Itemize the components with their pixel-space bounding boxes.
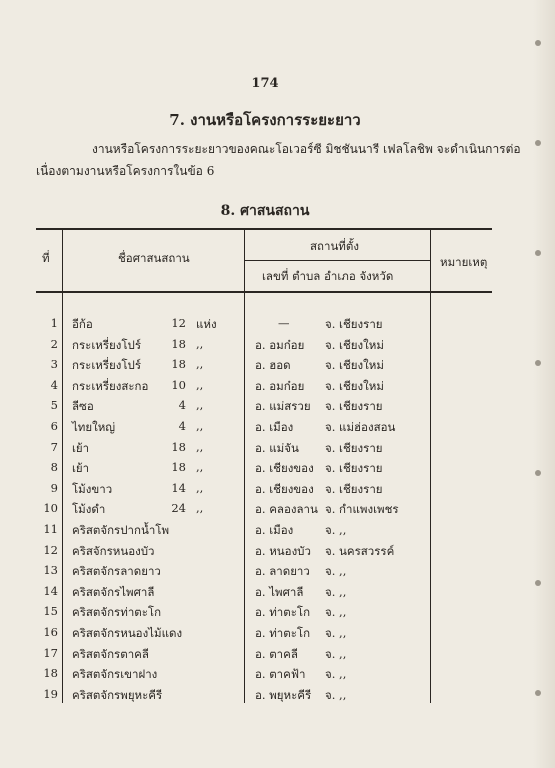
row-name: เย้า (72, 461, 90, 476)
table-row (0, 398, 530, 418)
row-name: คริสตจักรไพศาลี (72, 584, 155, 599)
row-name: คริสตจักรเขาฝาง (72, 667, 158, 682)
row-name: คริสตจักรลาดยาว (72, 564, 161, 579)
row-unit: ,, (196, 501, 204, 516)
header-name: ชื่อศาสนสถาน (118, 251, 190, 265)
row-province: จ. ,, (325, 584, 347, 599)
row-province: จ. เชียงราย (325, 317, 383, 331)
row-province: จ. เชียงใหม่ (325, 337, 384, 352)
binding-hole (535, 40, 541, 46)
row-amphoe: อ. ตาคฟ้า (255, 667, 306, 682)
row-name: กระเหรี่ยงโปร์ (72, 337, 142, 352)
table-row (0, 563, 530, 583)
header-remark: หมายเหตุ (440, 255, 488, 269)
page-number: 174 (251, 76, 279, 91)
row-province: จ. เชียงราย (325, 399, 383, 414)
row-number: 8 (50, 460, 58, 475)
row-province: จ. นครสวรรค์ (325, 543, 395, 558)
row-province: จ. ,, (325, 687, 347, 702)
row-province: จ. ,, (325, 667, 347, 682)
row-number: 9 (50, 480, 58, 495)
row-number: 3 (50, 357, 58, 372)
row-number: 7 (50, 439, 58, 454)
table-row (0, 440, 530, 460)
row-amphoe: อ. คลองลาน (255, 502, 318, 517)
table-row (0, 687, 530, 707)
row-amphoe: อ. ฮอด (255, 358, 291, 373)
table-row (0, 357, 530, 377)
row-number: 11 (43, 522, 58, 536)
row-name: ลีซอ (72, 399, 94, 414)
row-quantity: 14 (171, 480, 186, 495)
row-number: 12 (43, 542, 58, 557)
row-number: 16 (43, 625, 58, 639)
row-amphoe: อ. ท่าตะโก (255, 626, 311, 640)
row-number: 14 (43, 583, 58, 598)
row-province: จ. ,, (325, 564, 347, 579)
row-province: จ. เชียงราย (325, 481, 383, 496)
table-row (0, 316, 530, 336)
header-no: ที่ (42, 251, 50, 265)
row-name: คริสจักรหนองบัว (72, 543, 155, 558)
table-row (0, 584, 530, 604)
table-row (0, 460, 530, 480)
section-7-text-line-2: เนื่องตามงานหรือโครงการในข้อ 6 (36, 164, 215, 178)
table-row (0, 604, 530, 624)
row-number: 6 (50, 419, 58, 433)
row-unit: ,, (196, 439, 204, 454)
row-quantity: 18 (171, 460, 186, 475)
row-unit: ,, (196, 377, 204, 392)
location-sub-rule (244, 260, 430, 261)
row-province: จ. ,, (325, 523, 347, 537)
row-amphoe: อ. หนองบัว (255, 543, 311, 558)
row-province: จ. ,, (325, 626, 347, 640)
row-number: 15 (43, 604, 58, 619)
table-row (0, 481, 530, 501)
binding-edge (533, 0, 555, 768)
row-name: กระเหรี่ยงสะกอ (72, 378, 149, 393)
row-amphoe: อ. อมก๋อย (255, 378, 305, 393)
table-row (0, 501, 530, 521)
table-row (0, 543, 530, 563)
row-province: จ. ,, (325, 605, 347, 620)
row-number: 19 (43, 686, 58, 701)
row-quantity: 10 (171, 377, 186, 392)
row-amphoe: — (278, 316, 290, 330)
table-row (0, 625, 530, 645)
row-quantity: 12 (171, 316, 186, 330)
row-amphoe: อ. ไพศาลี (255, 584, 304, 599)
row-quantity: 4 (178, 419, 186, 433)
row-name: คริสตจักรท่าตะโก (72, 605, 162, 620)
row-quantity: 18 (171, 439, 186, 454)
row-province: จ. เชียงใหม่ (325, 358, 384, 373)
table-row (0, 646, 530, 666)
row-amphoe: อ. อมก๋อย (255, 337, 305, 352)
row-amphoe: อ. ลาดยาว (255, 564, 310, 579)
row-amphoe: อ. เชียงของ (255, 461, 314, 476)
row-amphoe: อ. พยุหะคีรี (255, 687, 312, 702)
row-unit: ,, (196, 419, 204, 433)
binding-hole (535, 470, 541, 476)
row-province: จ. แม่ฮ่องสอน (325, 420, 396, 434)
row-unit: แห่ง (196, 317, 217, 331)
row-name: โม้งขาว (72, 481, 113, 496)
row-quantity: 18 (171, 357, 186, 372)
binding-hole (535, 250, 541, 256)
row-province: จ. เชียงราย (325, 440, 383, 455)
table-row (0, 378, 530, 398)
row-quantity: 18 (171, 336, 186, 351)
row-name: คริสตจักรปากน้ำโพ (72, 523, 170, 537)
row-name: เย้า (72, 440, 90, 455)
row-province: จ. เชียงราย (325, 461, 383, 476)
row-number: 4 (50, 377, 58, 392)
row-name: อีก้อ (72, 317, 93, 331)
row-amphoe: อ. เชียงของ (255, 481, 314, 496)
header-location-sub: เลขที่ ตำบล อำเภอ จังหวัด (262, 269, 394, 283)
row-name: โม้งดำ (72, 502, 106, 517)
row-name: คริสตจักรพยุหะคีรี (72, 687, 163, 702)
section-7-text-line-1: งานหรือโครงการระยะยาวของคณะโอเวอร์ซี มิชชันนารี เฟลโลชิพ จะดำเนินการต่อ (92, 142, 521, 156)
section-7-heading: 7. งานหรือโครงการระยะยาว (169, 111, 361, 129)
row-quantity: 4 (178, 398, 186, 413)
row-amphoe: อ. ตาคลี (255, 646, 298, 661)
row-number: 17 (43, 645, 58, 660)
binding-hole (535, 690, 541, 696)
binding-hole (535, 360, 541, 366)
row-amphoe: อ. เมือง (255, 523, 294, 537)
table-header-rule (36, 291, 492, 293)
row-province: จ. กำแพงเพชร (325, 502, 399, 517)
row-unit: ,, (196, 398, 204, 413)
row-unit: ,, (196, 460, 204, 475)
row-number: 1 (50, 316, 58, 330)
row-amphoe: อ. แม่จัน (255, 440, 299, 455)
row-unit: ,, (196, 480, 204, 495)
row-name: ไทยใหญ่ (72, 420, 116, 434)
header-location: สถานที่ตั้ง (310, 239, 359, 253)
row-amphoe: อ. แม่สรวย (255, 399, 311, 414)
row-number: 5 (50, 398, 58, 413)
row-number: 13 (43, 563, 58, 578)
row-name: กระเหรี่ยงโปร์ (72, 358, 142, 373)
binding-hole (535, 140, 541, 146)
table-top-rule (36, 228, 492, 230)
table-row (0, 666, 530, 686)
row-province: จ. เชียงใหม่ (325, 378, 384, 393)
table-row (0, 337, 530, 357)
row-amphoe: อ. เมือง (255, 420, 294, 434)
row-province: จ. ,, (325, 646, 347, 661)
row-unit: ,, (196, 357, 204, 372)
table-row (0, 419, 530, 439)
row-number: 2 (50, 336, 58, 351)
table-row (0, 522, 530, 542)
binding-hole (535, 580, 541, 586)
section-8-heading: 8. ศาสนสถาน (220, 203, 310, 219)
row-unit: ,, (196, 336, 204, 351)
row-name: คริสตจักรตาคลี (72, 646, 149, 661)
row-amphoe: อ. ท่าตะโก (255, 605, 311, 620)
row-number: 18 (43, 666, 58, 681)
row-quantity: 24 (171, 501, 186, 516)
row-number: 10 (43, 501, 58, 516)
row-name: คริสตจักรหนองไม้แดง (72, 626, 183, 640)
